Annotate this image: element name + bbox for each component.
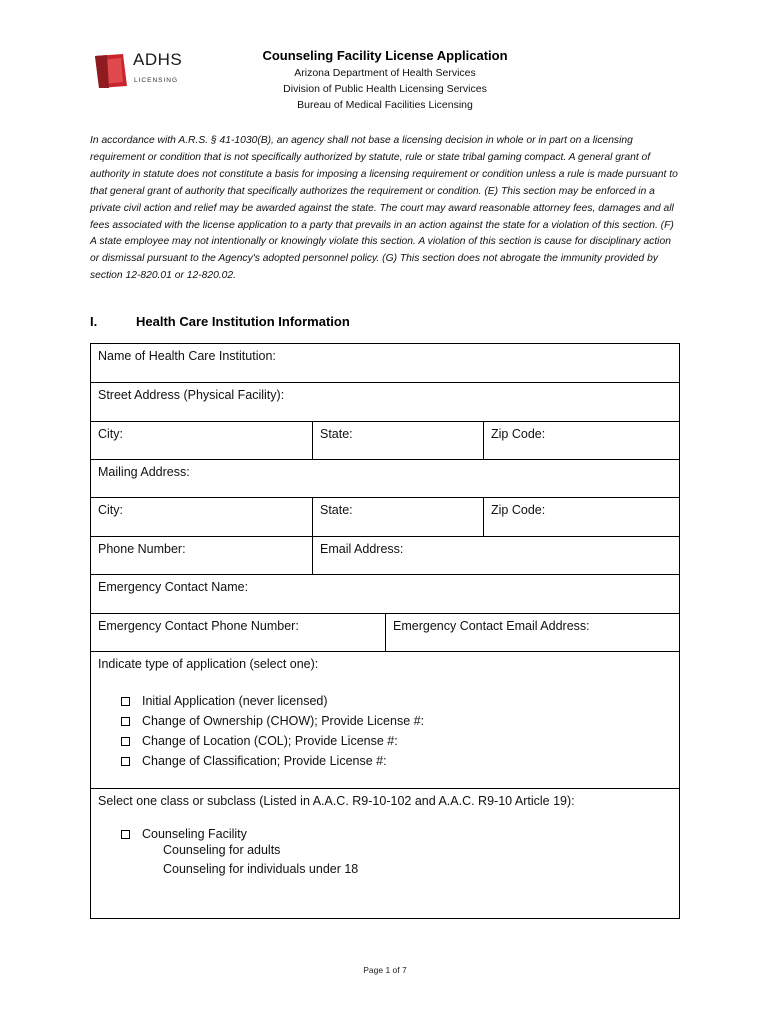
row-mailing-address[interactable] — [91, 460, 679, 498]
application-type-label: Indicate type of application (select one): — [98, 657, 319, 671]
zip-label: Zip Code: — [491, 427, 546, 441]
checkbox-icon[interactable] — [121, 697, 130, 706]
emergency-phone-label: Emergency Contact Phone Number: — [98, 619, 299, 633]
checkbox-icon[interactable] — [121, 757, 130, 766]
subclass-minors: Counseling for individuals under 18 — [163, 862, 359, 876]
row-phone-email — [91, 537, 679, 575]
row-application-type — [91, 652, 679, 789]
header-line-3: Bureau of Medical Facilities Licensing — [297, 99, 473, 111]
state-field[interactable] — [313, 422, 484, 459]
option-label: Initial Application (never licensed) — [142, 694, 328, 708]
header-line-1: Arizona Department of Health Services — [294, 67, 476, 79]
logo-subtext: LICENSING — [134, 77, 179, 84]
mailing-city-label: City: — [98, 503, 123, 517]
institution-name-label: Name of Health Care Institution: — [98, 349, 276, 363]
email-label: Email Address: — [320, 542, 404, 556]
row-class-selection — [91, 789, 679, 918]
row-institution-name[interactable] — [91, 344, 679, 383]
option-label: Change of Classification; Provide License #: — [142, 754, 387, 768]
checkbox-icon[interactable] — [121, 830, 130, 839]
emergency-email-label: Emergency Contact Email Address: — [393, 619, 590, 633]
row-emergency-contact — [91, 614, 679, 652]
option-change-of-ownership[interactable] — [121, 714, 424, 728]
phone-label: Phone Number: — [98, 542, 186, 556]
zip-field[interactable] — [484, 422, 679, 459]
mailing-zip-field[interactable] — [484, 498, 679, 536]
emergency-name-label: Emergency Contact Name: — [98, 580, 249, 594]
section-heading — [90, 314, 350, 329]
mailing-zip-label: Zip Code: — [491, 503, 546, 517]
state-label: State: — [320, 427, 353, 441]
row-mailing-city-state-zip — [91, 498, 679, 537]
mailing-address-label: Mailing Address: — [98, 465, 190, 479]
checkbox-icon[interactable] — [121, 717, 130, 726]
institution-info-form — [90, 343, 680, 919]
row-city-state-zip — [91, 422, 679, 460]
option-label: Counseling Facility — [142, 827, 247, 841]
class-selection-label: Select one class or subclass (Listed in A.A.C. R9-10-102 and A.A.C. R9-10 Article 19): — [98, 794, 575, 808]
option-label: Change of Location (COL); Provide License #: — [142, 734, 398, 748]
emergency-phone-field[interactable] — [91, 614, 386, 651]
mailing-city-field[interactable] — [91, 498, 313, 536]
city-label: City: — [98, 427, 123, 441]
option-change-of-classification[interactable] — [121, 754, 387, 768]
statutory-notice: In accordance with A.R.S. § 41-1030(B), an agency shall not base a licensing decision in whole or in part on a licensing requirement or condition that is not specifically authorized by statute, rule or state tribal gaming compact. A general grant of authority in statute does not constitute a basis for imposing a licensing requirement or condition unless a rule is made pursuant to that general grant of authority that specifically authorizes the requirement or condition. (E) This section may be enforced in a private civil action and relief may be awarded against the state. The court may award reasonable attorney fees, damages and all fees associated with the license application to a party that prevails in an action against the state for a violation of this section. (F) A state employee may not intentionally or knowingly violate this section. A violation of this section is cause for disciplinary action or dismissal pursuant to the Agency's adopted personnel policy. (G) This section does not abrogate the immunity provided by section 12-820.01 or 12-820.02. — [90, 135, 678, 282]
section-number: I. — [90, 314, 98, 329]
option-label: Change of Ownership (CHOW); Provide License #: — [142, 714, 425, 728]
header-line-2: Division of Public Health Licensing Services — [283, 83, 487, 95]
row-street-address[interactable] — [91, 383, 679, 422]
subclass-adults: Counseling for adults — [163, 843, 281, 857]
emergency-email-field[interactable] — [386, 614, 679, 651]
email-field[interactable] — [313, 537, 679, 574]
phone-field[interactable] — [91, 537, 313, 574]
city-field[interactable] — [91, 422, 313, 459]
logo-text: ADHS — [133, 50, 183, 69]
option-counseling-facility[interactable] — [121, 827, 247, 841]
street-address-label: Street Address (Physical Facility): — [98, 388, 285, 402]
mailing-state-label: State: — [320, 503, 353, 517]
row-emergency-contact-name[interactable] — [91, 575, 679, 614]
document-title: Counseling Facility License Application — [262, 48, 508, 63]
checkbox-icon[interactable] — [121, 737, 130, 746]
option-initial-application[interactable] — [121, 694, 328, 708]
option-change-of-location[interactable] — [121, 734, 398, 748]
mailing-state-field[interactable] — [313, 498, 484, 536]
page-number: Page 1 of 7 — [363, 965, 407, 975]
section-title: Health Care Institution Information — [136, 314, 350, 329]
